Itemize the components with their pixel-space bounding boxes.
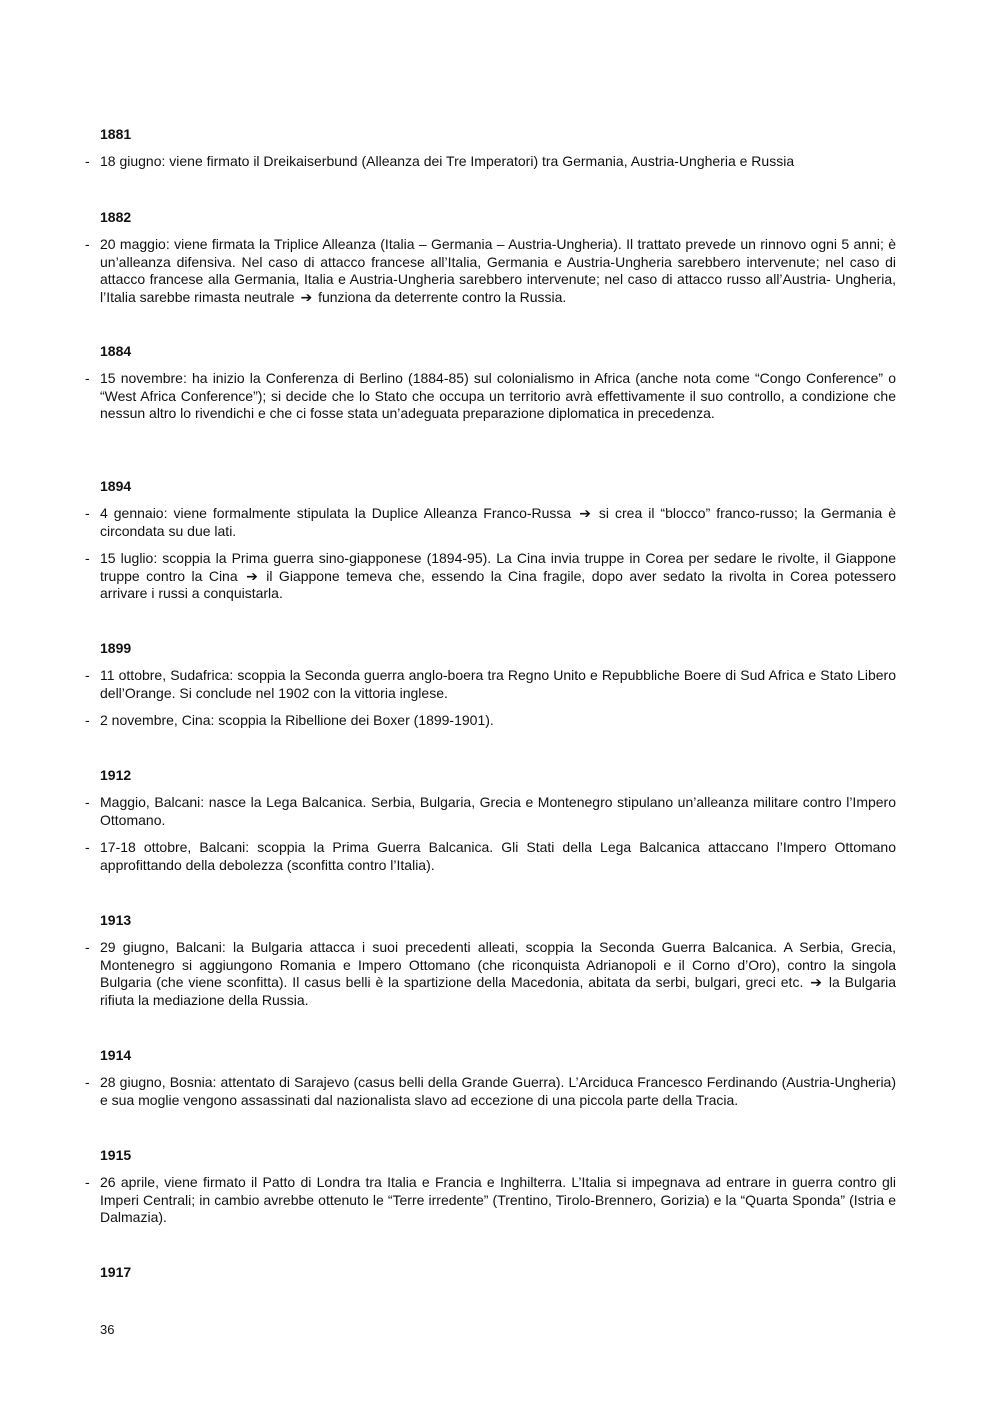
event-text: 4 gennaio: viene formalmente stipulata la Duplice Alleanza Franco-Russa — [100, 505, 572, 521]
year-heading: 1881 — [100, 126, 132, 142]
event-text: funziona da deterrente contro la Russia. — [318, 288, 567, 305]
event-text: 15 luglio: scoppia la Prima guerra sino-giapponese (1894-95). La Cina invia truppe in Corea per sedare le rivolte, il Giappone truppe contro la Cina — [100, 550, 896, 584]
year-section — [84, 640, 896, 730]
year-section — [84, 209, 896, 306]
year-section — [84, 126, 896, 171]
event-text: 20 maggio: viene firmata la Triplice Alleanza (Italia – Germania – Austria-Ungheria). Il trattato prevede un rinnovo ogni 5 anni; è un’alleanza difensiva. Nel caso di attacco francese all’Italia, Germania e Austria-Ungheria sarebbero intervenute; nel caso di attacco francese alla Germania, Italia e Austria-Ungheria sarebbero intervenute; nel caso di attacco russo all’Austria- Ungheria, l’Italia sarebbe rimasta neutrale — [100, 236, 896, 305]
arrow-right-icon: ➔ — [300, 288, 313, 305]
event-item — [84, 236, 896, 306]
year-heading: 1884 — [100, 343, 132, 359]
event-text: 2 novembre, Cina: scoppia la Ribellione dei Boxer (1899-1901). — [100, 712, 494, 728]
event-item — [84, 505, 896, 540]
event-item — [84, 712, 896, 730]
bullet-dash: - — [85, 794, 90, 810]
event-item — [84, 794, 896, 829]
event-text: 17-18 ottobre, Balcani: scoppia la Prima Guerra Balcanica. Gli Stati della Lega Balcanica attaccano l’Impero Ottomano approfittando della debolezza (sconfitta contro l’Italia). — [100, 839, 896, 873]
arrow-right-icon: ➔ — [810, 974, 822, 990]
year-section — [84, 343, 896, 423]
year-heading: 1915 — [100, 1147, 132, 1163]
bullet-dash: - — [85, 370, 90, 386]
event-list — [84, 1074, 896, 1109]
bullet-dash: - — [85, 1074, 90, 1090]
event-item — [84, 939, 896, 1009]
bullet-dash: - — [85, 667, 90, 683]
bullet-dash: - — [85, 236, 90, 252]
year-section — [84, 767, 896, 874]
year-heading: 1912 — [100, 767, 132, 783]
year-section — [84, 1047, 896, 1109]
bullet-dash: - — [85, 939, 90, 955]
event-list — [84, 370, 896, 423]
event-list — [84, 505, 896, 603]
event-text: 15 novembre: ha inizio la Conferenza di Berlino (1884-85) sul colonialismo in Africa (anche nota come “Congo Conference” o “West Africa Conference”); si decide che lo Stato che occupa un territorio avrà effettivamente il suo controllo, a condizione che nessun altro lo rivendichi e che ci fosse stata un’adeguata preparazione diplomatica in precedenza. — [100, 370, 896, 421]
year-heading: 1913 — [100, 912, 132, 928]
year-section — [84, 1147, 896, 1227]
event-item — [84, 153, 896, 171]
event-text: Maggio, Balcani: nasce la Lega Balcanica. Serbia, Bulgaria, Grecia e Montenegro stipulano un’alleanza militare contro l’Impero Ottomano. — [100, 794, 896, 828]
year-section — [84, 1264, 896, 1281]
event-list — [84, 667, 896, 730]
event-text: il Giappone temeva che, essendo la Cina fragile, dopo aver sedato la rivolta in Corea potessero arrivare i russi a conquistarla. — [100, 567, 897, 601]
arrow-right-icon: ➔ — [579, 505, 591, 521]
year-heading: 1899 — [100, 640, 132, 656]
event-item — [84, 370, 896, 423]
event-list — [84, 236, 896, 306]
bullet-dash: - — [85, 505, 90, 521]
arrow-right-icon: ➔ — [246, 567, 258, 584]
event-text: la Bulgaria rifiuta la mediazione della Russia. — [100, 974, 897, 1008]
event-list — [84, 153, 896, 171]
bullet-dash: - — [85, 839, 90, 855]
event-text: 11 ottobre, Sudafrica: scoppia la Seconda guerra anglo-boera tra Regno Unito e Repubbliche Boere di Sud Africa e Stato Libero dell’Orange. Si conclude nel 1902 con la vittoria inglese. — [100, 667, 896, 701]
bullet-dash: - — [85, 712, 90, 728]
event-text: 28 giugno, Bosnia: attentato di Sarajevo (casus belli della Grande Guerra). L’Arciduca Francesco Ferdinando (Austria-Ungheria) e sua moglie vengono assassinati dal nazionalista slavo ad eccezione di una piccola parte della Tracia. — [100, 1074, 896, 1108]
event-list — [84, 1174, 896, 1227]
event-item — [84, 667, 896, 702]
year-section — [84, 912, 896, 1009]
event-item — [84, 550, 896, 603]
bullet-dash: - — [85, 550, 90, 566]
year-section — [84, 478, 896, 603]
year-heading: 1914 — [100, 1047, 132, 1063]
year-heading: 1882 — [100, 209, 132, 225]
event-text: si crea il “blocco” franco-russo; la Germania è circondata su due lati. — [100, 505, 896, 539]
page-number: 36 — [100, 1322, 115, 1337]
event-list — [84, 939, 896, 1009]
event-item — [84, 839, 896, 874]
bullet-dash: - — [85, 153, 90, 169]
year-heading: 1894 — [100, 478, 132, 494]
event-text: 18 giugno: viene firmato il Dreikaiserbund (Alleanza dei Tre Imperatori) tra Germania, Austria-Ungheria e Russia — [100, 153, 795, 169]
event-text: 29 giugno, Balcani: la Bulgaria attacca i suoi precedenti alleati, scoppia la Seconda Guerra Balcanica. A Serbia, Grecia, Montenegro si aggiungono Romania e Impero Ottomano (che riconquista Adrianopoli e il Corno d’Oro), contro la singola Bulgaria (che viene sconfitta). Il casus belli è la spartizione della Macedonia, abitata da serbi, bulgari, greci etc. — [100, 939, 896, 990]
event-list — [84, 794, 896, 874]
year-heading: 1917 — [100, 1264, 132, 1280]
event-item — [84, 1074, 896, 1109]
bullet-dash: - — [85, 1174, 90, 1190]
event-text: 26 aprile, viene firmato il Patto di Londra tra Italia e Francia e Inghilterra. L’Italia si impegnava ad entrare in guerra contro gli Imperi Centrali; in cambio avrebbe ottenuto le “Terre irredente” (Trentino, Tirolo-Brennero, Gorizia) e la “Quarta Sponda” (Istria e Dalmazia). — [100, 1174, 896, 1225]
event-item — [84, 1174, 896, 1227]
